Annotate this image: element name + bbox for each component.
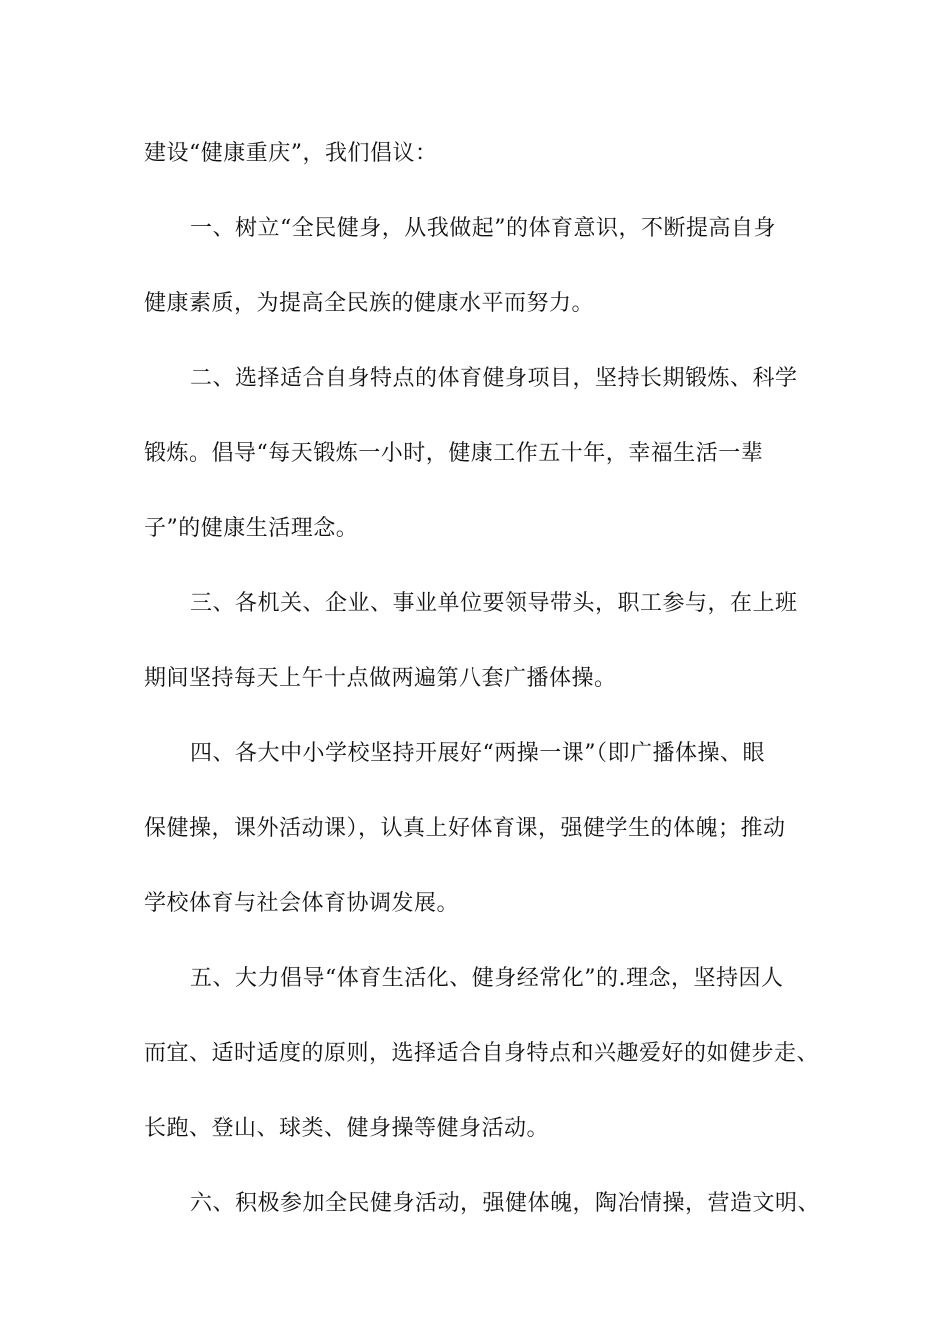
- text-line: 三、各机关、企业、事业单位要领导带头，职工参与，在上班: [190, 591, 798, 616]
- text-line: 锻炼。倡导“每天锻炼一小时，健康工作五十年，幸福生活一辈: [144, 441, 764, 466]
- text-line: 建设“健康重庆”，我们倡议：: [144, 141, 438, 166]
- text-line: 五、大力倡导“体育生活化、健身经常化”的.理念，坚持因人: [190, 966, 784, 991]
- text-line: 子”的健康生活理念。: [144, 516, 359, 541]
- text-line: 长跑、登山、球类、健身操等健身活动。: [144, 1116, 550, 1141]
- text-line: 而宜、适时适度的原则，选择适合自身特点和兴趣爱好的如健步走、: [144, 1041, 820, 1066]
- text-line: 一、树立“全民健身，从我做起”的体育意识，不断提高自身: [190, 216, 776, 241]
- text-line: 学校体育与社会体育协调发展。: [144, 891, 460, 916]
- text-line: 保健操，课外活动课），认真上好体育课，强健学生的体魄；推动: [144, 816, 786, 841]
- document-body: [144, 116, 834, 1241]
- text-line: 健康素质，为提高全民族的健康水平而努力。: [144, 291, 595, 316]
- text-line: 四、各大中小学校坚持开展好“两操一课”（即广播体操、眼: [190, 741, 765, 766]
- text-line: 二、选择适合自身特点的体育健身项目，坚持长期锻炼、科学: [190, 366, 798, 391]
- text-line: 六、积极参加全民健身活动，强健体魄，陶冶情操，营造文明、: [190, 1191, 821, 1216]
- text-line: 期间坚持每天上午十点做两遍第八套广播体操。: [144, 666, 617, 691]
